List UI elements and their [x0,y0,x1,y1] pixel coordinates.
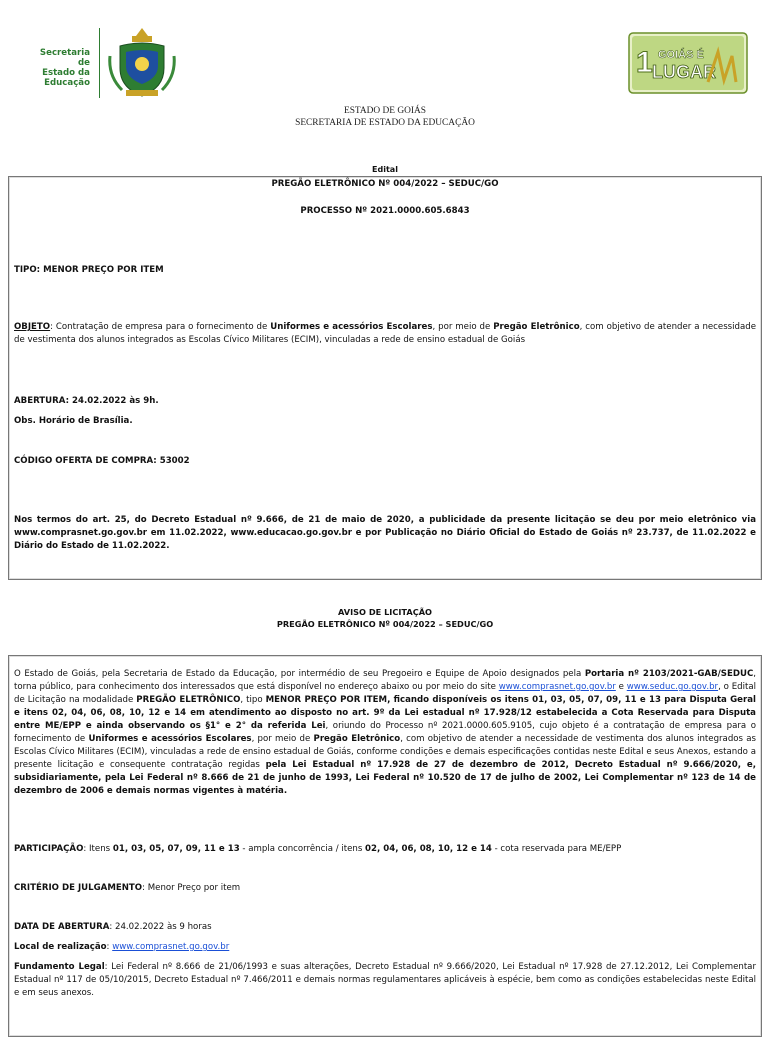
goias-primeiro-lugar-logo [628,32,748,94]
coat-of-arms-icon [106,26,178,100]
seduc-logo-text: Secretaria de Estado da Educação [39,48,90,88]
aviso-criterio: CRITÉRIO DE JULGAMENTO: Menor Preço por item [14,883,241,893]
aviso-data-abertura: DATA DE ABERTURA: 24.02.2022 às 9 horas [14,922,212,932]
comprasnet-link[interactable]: www.comprasnet.go.gov.br [498,682,616,692]
svg-text:1: 1 [636,46,653,79]
aviso-paragraph: O Estado de Goiás, pela Secretaria de Estado da Educação, por intermédio de seu Pregoeiro e Equipe de Apoio designados pela Portaria nº 2103/2021-GAB/SEDUC, torna público, para conhecimento dos interessados que está disponível no endereço abaixo ou por meio do site www.comprasnet.go.gov.br e www.seduc.go.gov.br, o Edital de Licitação na modalidade PREGÃO ELETRÔNICO, tipo MENOR PREÇO POR ITEM, ficando disponíveis os itens 01, 03, 05, 07, 09, 11 e 13 para Disputa Geral e itens 02, 04, 06, 08, 10, 12 e 14 em atendimento ao disposto no art. 9º da Lei estadual nº 17.928/12 estabelecida a Cota Reservada para Disputa entre ME/EPP e ainda observando os §1° e 2° da referida Lei, oriundo do Processo nº 2021.0000.605.9105, cujo objeto é a contratação de empresa para o fornecimento de Uniformes e acessórios Escolares, por meio de Pregão Eletrônico, com objetivo de atender a necessidade de vestimenta dos alunos integrados as Escolas Cívico Militares (ECIM), vinculadas a rede de ensino estadual de Goiás, conforme condições e demais especificações contidas neste Edital e seus Anexos, estando a presente licitação e consequente contratação regidas pela Lei Estadual nº 17.928 de 27 de dezembro de 2012, Decreto Estadual nº 9.666/2020, e, subsidiariamente, pela Lei Federal nº 8.666 de 21 de junho de 1993, Lei Federal nº 10.520 de 17 de julho de 2002, Lei Complementar nº 123 de 14 de dezembro de 2006 e demais normas vigentes à matéria. [14,669,757,796]
logo-divider [99,28,100,98]
seduc-link[interactable]: www.seduc.go.gov.br [626,682,719,692]
aviso-local: Local de realização: www.comprasnet.go.gov.br [14,942,230,952]
edital-obs: Obs. Horário de Brasília. [14,416,133,426]
aviso-subtitle: PREGÃO ELETRÔNICO Nº 004/2022 – SEDUC/GO [276,619,494,629]
svg-text:GOIÁS É: GOIÁS É [658,49,704,61]
aviso-fundamento: Fundamento Legal: Lei Federal nº 8.666 de 21/06/1993 e suas alterações, Decreto Estadual nº 9.666/2020, Lei Estadual nº 17.928 de 27.12.2012, Lei Complementar Estadual nº 117 de 05/10/2015, Decreto Estadual nº 7.466/2011 e demais normas regulamentares aplicáveis à espécie, bem como as condições estabelecidas neste Edital e em seus anexos. [14,962,756,998]
edital-pregao: PREGÃO ELETRÔNICO Nº 004/2022 – SEDUC/GO [271,179,499,189]
edital-codigo: CÓDIGO OFERTA DE COMPRA: 53002 [14,456,190,466]
state-title: ESTADO DE GOIÁS [343,106,427,116]
edital-abertura: ABERTURA: 24.02.2022 às 9h. [14,396,159,406]
secretariat-title: SECRETARIA DE ESTADO DA EDUCAÇÃO [295,118,475,128]
edital-publicidade: Nos termos do art. 25, do Decreto Estadual nº 9.666, de 21 de maio de 2020, a publicidade da presente licitação se deu por meio eletrônico via www.comprasnet.go.gov.br em 11.02.2022, www.educacao.go.gov.br e por Publicação no Diário Oficial do Estado de Goiás nº 23.737, de 11.02.2022 e Diário do Estado de 11.02.2022. [14,515,756,551]
edital-tipo: TIPO: MENOR PREÇO POR ITEM [14,265,164,275]
local-comprasnet-link[interactable]: www.comprasnet.go.gov.br [112,942,230,952]
edital-objeto: OBJETO: Contratação de empresa para o fornecimento de Uniformes e acessórios Escolares, por meio de Pregão Eletrônico, com objetivo de atender a necessidade de vestimenta dos alunos integrados as Escolas Cívico Militares (ECIM), vinculadas a rede de ensino estadual de Goiás [14,322,757,345]
aviso-title: AVISO DE LICITAÇÃO [337,607,433,617]
svg-text:LUGAR: LUGAR [652,62,716,82]
aviso-participacao: PARTICIPAÇÃO: Itens 01, 03, 05, 07, 09, 11 e 13 - ampla concorrência / itens 02, 04, 06, 08, 10, 12 e 14 - cota reservada para ME/EPP [14,844,622,854]
edital-label: Edital [372,165,398,174]
seduc-logo [30,26,130,100]
edital-processo: PROCESSO Nº 2021.0000.605.6843 [300,206,470,216]
